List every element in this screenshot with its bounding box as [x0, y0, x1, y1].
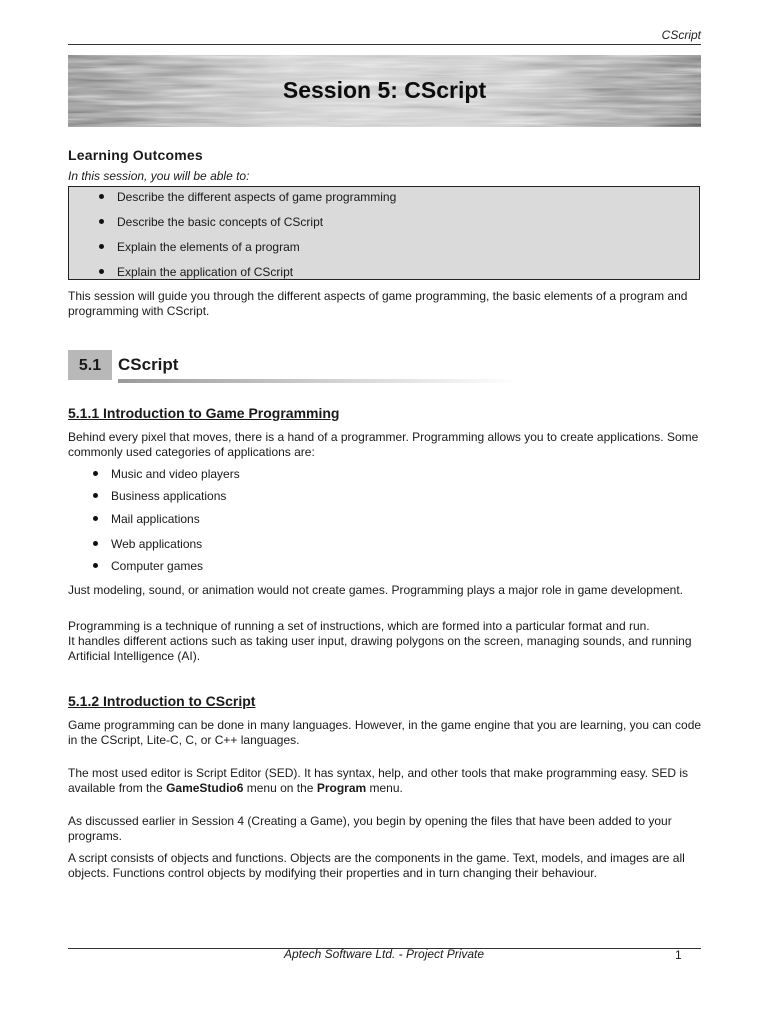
- bullet-icon: [93, 516, 98, 521]
- section-title: CScript: [118, 355, 179, 374]
- list-item: Web applications: [93, 537, 202, 551]
- menu-name-program: Program: [316, 781, 367, 795]
- bullet-icon: [93, 563, 98, 568]
- learning-outcomes-box: [68, 186, 700, 280]
- section-number: 5.1: [68, 350, 112, 380]
- bullet-icon: [93, 471, 98, 476]
- paragraph: A script consists of objects and functions. Objects are the components in the game. Text, models, and images are all objects. Functions control objects by modifying their properties and in turn changing their behaviour.: [68, 851, 685, 880]
- bullet-icon: [99, 194, 104, 199]
- list-item: Business applications: [93, 489, 226, 503]
- paragraph: Game programming can be done in many languages. However, in the game engine that you are learning, you can code in the CScript, Lite-C, C, or C++ languages.: [68, 718, 702, 747]
- session-banner: [68, 55, 701, 127]
- paragraph: The most used editor is Script Editor (SED). It has syntax, help, and other tools that make programming easy. SED is available from the GameStudio6 menu on the Program menu.: [68, 766, 689, 795]
- session-overview: This session will guide you through the different aspects of game programming, the basic elements of a program and programming with CScript.: [68, 289, 688, 318]
- header-rule: [68, 44, 701, 45]
- menu-name-gamestudio6: GameStudio6: [166, 781, 244, 795]
- paragraph: Just modeling, sound, or animation would not create games. Programming plays a major role in game development.: [68, 583, 683, 597]
- learning-outcomes-intro: In this session, you will be able to:: [68, 169, 250, 183]
- subsection-heading: 5.1.1 Introduction to Game Programming: [68, 405, 340, 421]
- footer-text: Aptech Software Ltd. - Project Private: [283, 947, 485, 961]
- paragraph: Behind every pixel that moves, there is a hand of a programmer. Programming allows you to create applications. Some commonly used categories of applications are:: [68, 430, 699, 459]
- subsection-heading: 5.1.2 Introduction to CScript: [68, 693, 256, 709]
- outcome-item: Explain the elements of a program: [99, 240, 300, 254]
- outcome-item: Explain the application of CScript: [99, 265, 293, 279]
- outcome-item: Describe the different aspects of game programming: [99, 190, 396, 204]
- learning-outcomes-heading: Learning Outcomes: [68, 147, 203, 163]
- outcome-item: Describe the basic concepts of CScript: [99, 215, 323, 229]
- paragraph: Programming is a technique of running a set of instructions, which are formed into a particular format and run. It handles different actions such as taking user input, drawing polygons on the screen, managing sounds, and running Artificial Intelligence (AI).: [68, 619, 692, 663]
- bullet-icon: [93, 541, 98, 546]
- paragraph: As discussed earlier in Session 4 (Creating a Game), you begin by opening the files that have been added to your programs.: [68, 814, 672, 843]
- list-item: Music and video players: [93, 467, 240, 481]
- page-title: Session 5: CScript: [282, 77, 487, 103]
- list-item: Computer games: [93, 559, 203, 573]
- bullet-icon: [99, 244, 104, 249]
- bullet-icon: [93, 493, 98, 498]
- section-underline: [118, 379, 518, 383]
- list-item: Mail applications: [93, 512, 200, 526]
- bullet-icon: [99, 219, 104, 224]
- page-number: 1: [675, 948, 682, 962]
- bullet-icon: [99, 269, 104, 274]
- running-header: CScript: [661, 28, 701, 42]
